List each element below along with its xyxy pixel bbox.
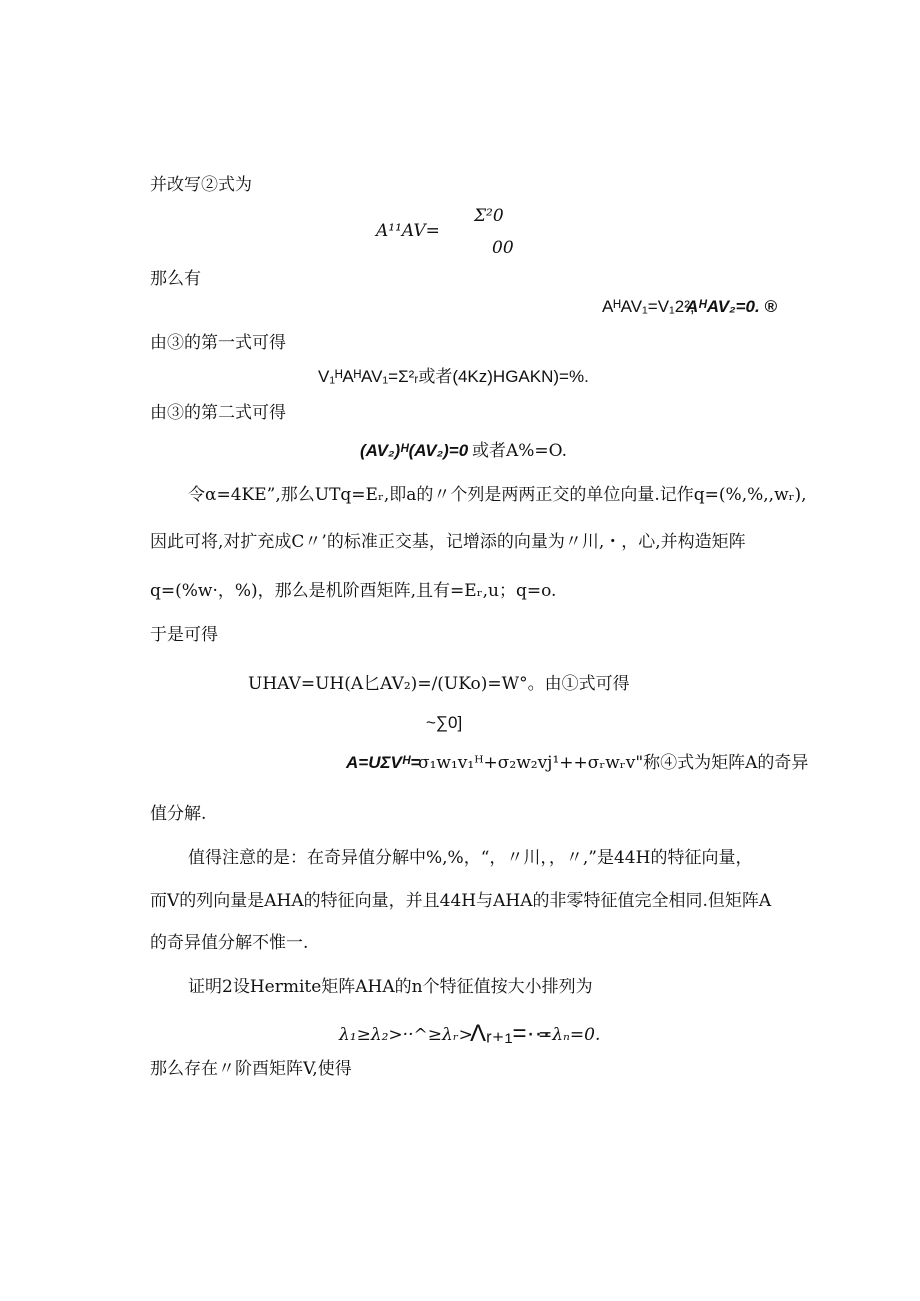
matrix-sigma-row: ~∑0] (426, 713, 463, 732)
paragraph-note-line-2: 而V的列向量是AHA的特征向量，并且44H与AHA的非零特征值完全相同.但矩阵A (150, 891, 772, 911)
text-line-svd-end: 值分解. (150, 804, 207, 824)
eigenvalue-order-part-1: λ₁≥λ₂>··^≥λᵣ> (339, 1025, 473, 1045)
equation-part-1: AᴴAV₁=V₁2², (602, 297, 695, 316)
paragraph-line-2: 因此可将,对扩充成C〃’的标准正交基，记增添的向量为〃川,・，心,并构造矩阵 (150, 532, 746, 552)
text-line-so: 于是可得 (150, 625, 218, 645)
text-line-then: 那么有 (150, 269, 201, 289)
eigenvalue-order-part-2: Λᵣ₊₁=··· (470, 1020, 551, 1047)
equation-part-2: AᴴAV₂=0. ® (686, 297, 777, 316)
equation-uhav: UHAV=UH(A匕AV₂)=/(UKo)=W°。由①式可得 (248, 674, 630, 694)
paragraph-line-3: q=(%w·，%)，那么是机阶酉矩阵,且有=Eᵣ,u；q=o. (150, 581, 557, 601)
equation-svd-prefix: A=UΣVᴴ= (346, 753, 421, 772)
text-line-second-eq: 由③的第二式可得 (150, 403, 286, 423)
matrix-top-row: Σ²0 (474, 206, 504, 226)
equation-label-ahav: A¹¹AV= (376, 221, 440, 241)
text-line-proof-2: 证明2设Hermite矩阵AHA的n个特征值按大小排列为 (188, 977, 593, 997)
paragraph-note-line-1: 值得注意的是：在奇异值分解中%,%，“，〃川，，〃,”是44H的特征向量， (188, 848, 753, 868)
equation-av2-rest: 或者A%=O. (472, 441, 568, 461)
matrix-bottom-row: 00 (492, 238, 514, 258)
paragraph-note-line-3: 的奇异值分解不惟一. (150, 933, 309, 953)
equation-svd-sum: σ₁w₁v₁ᴴ+σ₂w₂vj¹++σᵣwᵣv"称④式为矩阵A的奇异 (418, 753, 809, 773)
eigenvalue-order-part-3: =λₙ=0. (538, 1025, 601, 1045)
text-line-first-eq: 由③的第一式可得 (150, 333, 286, 353)
text-line-exists: 那么存在〃阶酉矩阵V,使得 (150, 1059, 352, 1079)
equation-v1-ahav1: V₁ᴴAᴴAV₁=Σ²ᵣ或者(4Kz)HGAKN)=%. (318, 367, 589, 386)
equation-av2-part: (AV₂)ᴴ(AV₂)=0 (360, 441, 469, 460)
paragraph-line-1: 令α=4KE”,那么UTq=Eᵣ,即a的〃个列是两两正交的单位向量.记作q=(%,%,,wᵣ), (188, 485, 807, 505)
text-line-intro: 并改写②式为 (150, 175, 252, 195)
